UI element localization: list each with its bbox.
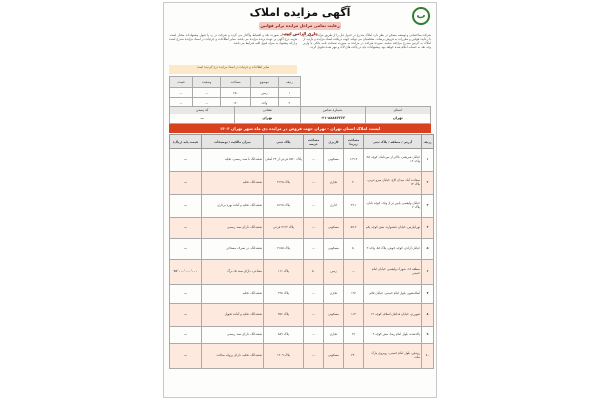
- summary-cell: ۱۲۰: [221, 98, 251, 108]
- table-cell: خیابان ولیعصر، پایین تر از ونک، کوچه تابان، پلاک ۲: [364, 195, 422, 218]
- table-cell: ۱۹۶: [344, 285, 364, 304]
- table-cell: —: [170, 195, 202, 218]
- info-cell: استان تهران: [365, 107, 430, 123]
- info-cell: کد پستی —: [170, 107, 234, 123]
- summary-cell: واحد: [251, 98, 279, 108]
- table-cell: مسکونی: [324, 218, 344, 239]
- table-row: [170, 260, 434, 285]
- table-cell: ۱: [422, 149, 434, 172]
- table-cell: ۲: [422, 172, 434, 195]
- table-cell: تهرانپارس، خیابان جشنواره، نبش کوچه یکم: [364, 218, 422, 239]
- table-cell: —: [304, 239, 324, 260]
- table-cell: —: [304, 344, 324, 369]
- table-row: [170, 304, 434, 327]
- intro-paragraph-left: کلیه املاک به صورت نقد و اقساط واگذار می گردد و شرکت در رد یا قبول پیشنهادات مختار است. هزینه درج آگهی بر عهده برنده مزایده می باشد. سایر اطلاعات و جزئیات در اسناد مزایده مندرج است و ارائه پیشنهاد به منزله قبول کلیه شرایط می باشد.: [169, 33, 297, 46]
- table-row: [170, 172, 434, 195]
- column-header: کاربری: [324, 135, 344, 149]
- contact-info-strip: [169, 106, 431, 124]
- table-cell: شهرری، خیابان فدائیان اسلام، کوچه ۱۲: [364, 304, 422, 327]
- table-row: [170, 195, 434, 218]
- table-cell: ۶۲: [344, 327, 364, 344]
- table-cell: ششدانگ، تخلیه: [202, 172, 264, 195]
- table-cell: تجاری: [324, 327, 344, 344]
- summary-header-cell: قیمت: [170, 77, 193, 88]
- table-cell: سعادت آباد، میدان کاج، خیابان سرو غربی، پلاک ۱۴: [364, 172, 422, 195]
- table-cell: —: [304, 304, 324, 327]
- table-row: [170, 327, 434, 344]
- table-cell: رودهن، بلوار امام خمینی، روبروی پارک ملت: [364, 344, 422, 369]
- table-row: [170, 239, 434, 260]
- column-header: ردیف: [422, 135, 434, 149]
- table-cell: ۸: [422, 304, 434, 327]
- column-header: مساحت عرصه: [304, 135, 324, 149]
- table-cell: تجاری: [324, 285, 344, 304]
- subtitle-banner: رعایت تمامی مراحل مزایده برابر قوانین جاری الزامی است: [260, 23, 340, 36]
- table-cell: مسکونی: [324, 344, 344, 369]
- table-cell: ششدانگ، دارای سند رسمی: [202, 327, 264, 344]
- summary-cell: ۲۵۰: [221, 88, 251, 98]
- table-cell: ۷: [422, 285, 434, 304]
- table-cell: ۱۶۹.۴: [344, 149, 364, 172]
- table-cell: خیابان آزادی، کوچه خوش، پلاک ۸۸، واحد ۳: [364, 239, 422, 260]
- table-cell: ششدانگ، تخلیه و آماده بهره برداری: [202, 195, 264, 218]
- summary-cell: ۱: [278, 88, 300, 98]
- column-header: آدرس / منطقه / پلاک ثبتی: [364, 135, 422, 149]
- table-cell: ۵۰: [344, 239, 364, 260]
- table-cell: پلاک ۶۵۲۰ فرعی از ۲۴ اصلی: [264, 149, 304, 172]
- column-header: پلاک ثبتی: [264, 135, 304, 149]
- table-cell: منطقه ۱۸، شهرک ولیعصر، خیابان امام خمینی: [364, 260, 422, 285]
- table-row: [170, 149, 434, 172]
- table-cell: ششدانگ با سند رسمی، تخلیه: [202, 149, 264, 172]
- table-cell: تجاری: [324, 172, 344, 195]
- table-cell: مسکونی: [324, 239, 344, 260]
- table-cell: ششدانگ، تخلیه، دارای پروانه ساخت: [202, 344, 264, 369]
- summary-table: [169, 76, 301, 108]
- table-cell: —: [304, 218, 324, 239]
- summary-cell: —: [170, 88, 193, 98]
- summary-header-cell: ردیف: [278, 77, 300, 88]
- table-cell: ۳: [422, 195, 434, 218]
- summary-header-cell: وضعیت: [193, 77, 221, 88]
- table-body: [170, 149, 434, 369]
- table-cell: مسکونی: [324, 304, 344, 327]
- table-cell: پاکدشت، بلوار امام رضا، نبش کوچه ۹: [364, 327, 422, 344]
- table-cell: پلاک ۸۱۲۵: [264, 195, 304, 218]
- table-cell: پلاک ۴۱۲۵: [264, 172, 304, 195]
- table-cell: ۶: [422, 260, 434, 285]
- table-cell: —: [304, 195, 324, 218]
- table-row: [170, 344, 434, 369]
- table-cell: —: [304, 327, 324, 344]
- highlight-note: سایر اطلاعات و جزئیات در اسناد مزایده درج گردیده است: [169, 65, 297, 74]
- table-cell: خیابان شریعتی، بالاتر از میرداماد، کوچه ۳۸، واحد ۱۲: [364, 149, 422, 172]
- summary-row: [170, 88, 301, 98]
- table-cell: —: [170, 149, 202, 172]
- section-banner: لیست املاک استان تهران - تهران جهت فروش در مزایده دی ماه شهر تهران ۱۴۰۲: [169, 124, 431, 133]
- info-cell: شماره تماس ۰۲۱-۸۸۸۸۳۳۶۳: [300, 107, 365, 123]
- summary-cell: زمین: [251, 88, 279, 98]
- table-cell: ۹۱٬۰۰۰٬۰۰۰٬۰۰۰: [170, 260, 202, 285]
- table-cell: —: [170, 218, 202, 239]
- table-cell: —: [344, 260, 364, 285]
- column-header: مساحت زیربنا: [344, 135, 364, 149]
- table-cell: ۲۹.۱: [344, 195, 364, 218]
- table-cell: ششدانگ، تخلیه و آماده تحویل: [202, 304, 264, 327]
- table-cell: —: [170, 285, 202, 304]
- table-cell: —: [304, 172, 324, 195]
- table-cell: مسکونی: [324, 149, 344, 172]
- summary-cell: —: [193, 98, 221, 108]
- table-cell: ۹: [422, 327, 434, 344]
- intro-paragraph-right: شرکت ساختمانی و توسعه مسکن در نظر دارد املاک مندرج در جدول ذیل را از طریق مزایده عمومی و با رعایت قوانین و مقررات به فروش برساند. متقاضیان می توانند جهت دریافت اسناد مزایده و بازدید از املاک به آدرس مندرج مراجعه نمایند. سپرده شرکت در مزایده به صورت ضمانت نامه بانکی یا واریز وجه نقد به حساب اعلام شده خواهد بود. پیشنهادات باید در پاکت های لاک و مهر شده تحویل گردد.: [303, 33, 431, 50]
- table-cell: پلاک ۴۱۲۳ فرعی: [264, 218, 304, 239]
- table-cell: اداری: [324, 195, 344, 218]
- auction-notice-document: [163, 2, 437, 398]
- page-title: آگهی مزایده املاک: [249, 6, 351, 19]
- table-cell: ششدانگ، در تصرف مستاجر: [202, 239, 264, 260]
- table-row: [170, 285, 434, 304]
- table-cell: پلاک ۸۸۹: [264, 327, 304, 344]
- summary-cell: —: [193, 88, 221, 98]
- info-cell: نشانی تهران: [234, 107, 299, 123]
- table-cell: ۱۰: [422, 344, 434, 369]
- table-cell: مشاعی، دارای سند تک برگ: [202, 260, 264, 285]
- table-cell: —: [304, 285, 324, 304]
- column-header: قیمت پایه (ریال): [170, 135, 202, 149]
- table-cell: زمین: [324, 260, 344, 285]
- table-cell: ششدانگ، تخلیه: [202, 285, 264, 304]
- table-cell: —: [170, 304, 202, 327]
- table-cell: —: [304, 149, 324, 172]
- table-cell: پلاک ۱۲۰۹: [264, 344, 304, 369]
- table-cell: ۵۰: [304, 260, 324, 285]
- table-cell: پلاک ۳۵۶: [264, 304, 304, 327]
- summary-header-cell: موضوع: [251, 77, 279, 88]
- table-cell: ۲۴۰: [344, 344, 364, 369]
- table-cell: ۵۷.۳: [344, 218, 364, 239]
- table-cell: اسلامشهر، بلوار امام خمینی، خیابان قائم: [364, 285, 422, 304]
- table-row: [170, 218, 434, 239]
- table-cell: ۵: [422, 239, 434, 260]
- column-header: میزان مالکیت / توضیحات: [202, 135, 264, 149]
- table-cell: پلاک ۲۹۸: [264, 285, 304, 304]
- table-cell: —: [170, 344, 202, 369]
- table-cell: —: [170, 172, 202, 195]
- table-cell: پلاک ۲۱۵۵: [264, 239, 304, 260]
- table-cell: —: [170, 239, 202, 260]
- table-cell: پلاک ۱۱۱: [264, 260, 304, 285]
- property-list-table: [169, 134, 434, 369]
- table-cell: ۲۰: [344, 172, 364, 195]
- summary-cell: ۲: [278, 98, 300, 108]
- summary-header-cell: مساحت: [221, 77, 251, 88]
- table-cell: ۴: [422, 218, 434, 239]
- table-header-row: [170, 135, 434, 149]
- company-logo-icon: ب: [412, 7, 430, 25]
- table-cell: ششدانگ، دارای سند رسمی: [202, 218, 264, 239]
- table-cell: —: [170, 327, 202, 344]
- table-cell: ۱۱۳: [344, 304, 364, 327]
- summary-cell: —: [170, 98, 193, 108]
